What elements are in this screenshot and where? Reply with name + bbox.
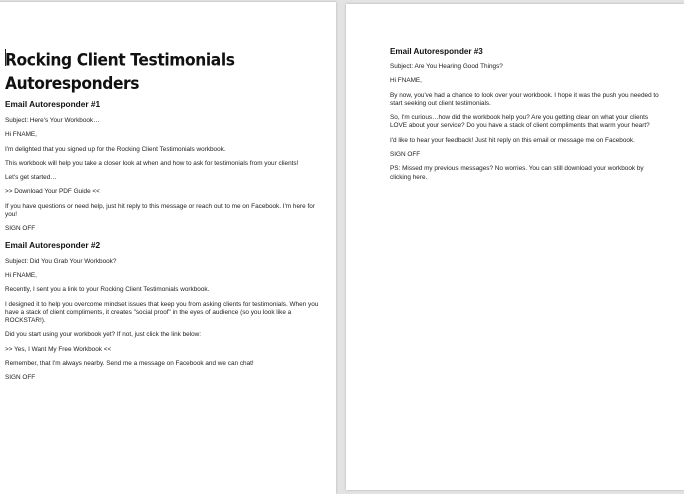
document-title-line-2[interactable]: Autoresponders [5, 73, 140, 94]
email-1-download-link[interactable]: >> Download Your PDF Guide << [5, 188, 100, 196]
email-3-greeting[interactable]: Hi FNAME, [390, 77, 422, 85]
email-1-paragraph[interactable]: Let's get started… [5, 174, 57, 182]
document-page-2 [346, 4, 684, 490]
email-2-paragraph[interactable]: Recently, I sent you a link to your Rocking Client Testimonials workbook. [5, 286, 210, 294]
email-2-workbook-link[interactable]: >> Yes, I Want My Free Workbook << [5, 345, 112, 353]
email-1-heading[interactable]: Email Autoresponder #1 [5, 99, 101, 109]
email-1-paragraph[interactable]: I'm delighted that you signed up for the Rocking Client Testimonials workbook. [5, 145, 226, 153]
email-2-greeting[interactable]: Hi FNAME, [5, 271, 37, 279]
email-2-paragraph[interactable]: I designed it to help you overcome mindset issues that keep you from asking clients for testimonials. When you have a stack of client compliments, it creates "social proof" in the eyes of audience (so you look like a ROCKSTAR!). [5, 300, 319, 325]
document-page-1 [0, 2, 336, 494]
email-2-subject[interactable]: Subject: Did You Grab Your Workbook? [5, 257, 117, 265]
email-3-subject[interactable]: Subject: Are You Hearing Good Things? [390, 63, 503, 70]
email-3-paragraph[interactable]: By now, you've had a chance to look over your workbook. I hope it was the push you needed to start seeking out client testimonials. [390, 91, 659, 107]
email-2-paragraph[interactable]: Remember, that I'm always nearby. Send me a message on Facebook and we can chat! [5, 360, 254, 368]
email-3-heading[interactable]: Email Autoresponder #3 [390, 47, 483, 56]
email-2-paragraph[interactable]: Did you start using your workbook yet? If not, just click the link below: [5, 331, 202, 339]
email-1-subject[interactable]: Subject: Here's Your Workbook… [5, 117, 100, 124]
email-1-paragraph[interactable]: If you have questions or need help, just hit reply to this message or reach out to me on Facebook. I'm here for you! [5, 202, 315, 219]
email-1-sign-off[interactable]: SIGN OFF [5, 225, 36, 233]
email-2-heading[interactable]: Email Autoresponder #2 [5, 239, 101, 250]
document-title[interactable] [5, 48, 326, 96]
email-2-sign-off[interactable]: SIGN OFF [5, 374, 36, 382]
document-title-line-1[interactable]: Rocking Client Testimonials [5, 50, 235, 70]
email-1-greeting[interactable]: Hi FNAME, [5, 131, 37, 139]
email-3-sign-off[interactable]: SIGN OFF [390, 151, 421, 159]
email-3-postscript[interactable]: PS: Missed my previous messages? No worries. You can still download your workbook by clicking here. [390, 165, 644, 181]
email-3-paragraph[interactable]: So, I'm curious…how did the workbook help you? Are you getting clear on what your clients LOVE about your service? Do you have a stack of client compliments that warm your heart? [390, 114, 650, 130]
email-1-paragraph[interactable]: This workbook will help you take a closer look at when and how to ask for testimonials from your clients! [5, 159, 299, 167]
email-3-paragraph[interactable]: I'd like to hear your feedback! Just hit reply on this email or message me on Facebook. [390, 136, 635, 144]
